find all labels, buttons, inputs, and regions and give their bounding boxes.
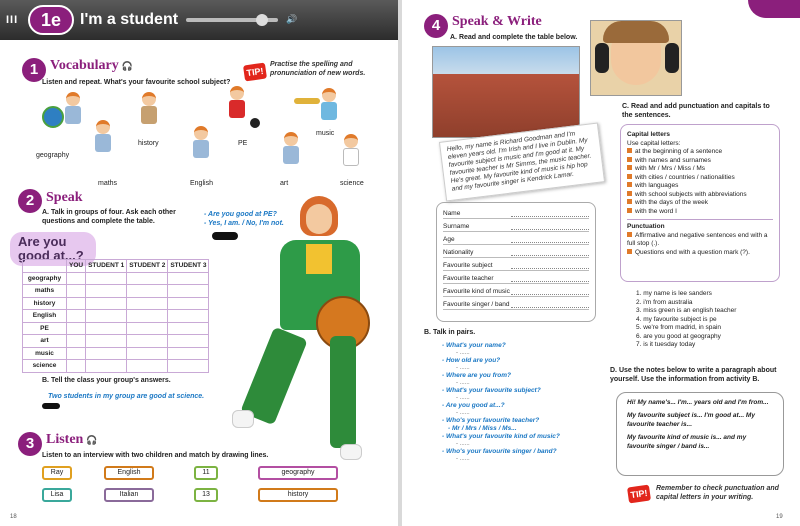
answer-cell[interactable]: [86, 347, 127, 360]
pair-question: - Where are you from?: [442, 372, 511, 379]
write-d-instruction: D. Use the notes below to write a paragraph about yourself. Use the information from activity B.: [610, 367, 777, 383]
girl-shirt: [306, 244, 332, 274]
pair-question: - Who's your favourite singer / band?: [442, 448, 557, 455]
student-figure: [62, 92, 84, 128]
answer-cell[interactable]: [168, 347, 209, 360]
info-form: [436, 202, 596, 322]
punctuation-title: Punctuation: [627, 223, 665, 230]
rule-text: with the word I: [635, 207, 677, 215]
subject-box: history: [258, 488, 338, 502]
page-number: 19: [776, 514, 783, 520]
answer-cell[interactable]: [86, 297, 127, 310]
answer-cell[interactable]: [127, 272, 168, 285]
tip-text: Remember to check punctuation and capital letters in your writing.: [656, 485, 779, 501]
pair-question: - How old are you?: [442, 357, 501, 364]
form-label: Name: [443, 210, 461, 217]
age-box: 11: [194, 466, 218, 480]
headphones-icon: 🎧: [121, 61, 133, 71]
form-line[interactable]: [511, 242, 589, 243]
student-figure: [280, 132, 302, 168]
answer-cell[interactable]: [168, 310, 209, 323]
form-row: [443, 206, 589, 219]
answer-cell[interactable]: [127, 347, 168, 360]
rule-text: with names and surnames: [635, 156, 711, 164]
practice-sentence: 4. my favourite subject is pe: [636, 315, 717, 323]
globe-icon: [42, 106, 64, 128]
section-number: 4: [424, 14, 448, 38]
unit-badge: 1e: [28, 5, 74, 35]
vocab-label: maths: [98, 180, 118, 187]
rule-text: with school subjects with abbreviations: [635, 190, 747, 198]
boy-photo: [590, 20, 682, 96]
rule-item: [627, 182, 773, 191]
student-figure: [340, 134, 362, 170]
subject-cell: music: [23, 347, 67, 360]
rule-text: with Mr / Mrs / Miss / Ms: [635, 165, 706, 172]
form-label: Nationality: [443, 249, 474, 256]
listen-heading: [46, 432, 98, 448]
table-row: [23, 310, 209, 323]
subject-cell: art: [23, 335, 67, 348]
form-label: Age: [443, 236, 455, 243]
practice-sentence: 6. are you good at geography: [636, 332, 721, 340]
answer-line: - ......: [456, 410, 470, 416]
answer-cell[interactable]: [127, 297, 168, 310]
sentence-list: [636, 290, 786, 350]
tip-text: Practise the spelling and pronunciation of new words.: [270, 61, 366, 77]
practice-sentence: 3. miss green is an english teacher: [636, 307, 737, 314]
answer-line: - ......: [456, 350, 470, 356]
letter-card: Hello, my name is Richard Goodman and I'm eleven years old. I'm Irish and I live in Dublin. My favourite subject is music and I'm good at it. My favourite teacher is Mr Simms, the music teacher. He's great. My favourite kind of music is hip hop and my favourite singer is Kendrick Lamar.: [439, 122, 605, 201]
answer-cell[interactable]: [168, 297, 209, 310]
girl-leg-right: [330, 336, 356, 448]
vocabulary-heading: [50, 58, 133, 74]
headphones-icon: 🎧: [86, 435, 98, 445]
write-a-instruction: A. Read and complete the table below.: [450, 34, 578, 41]
answer-cell[interactable]: [67, 297, 86, 310]
sub-answer: - Mr / Mrs / Miss / Ms...: [448, 425, 517, 432]
rule-item: [627, 208, 773, 217]
answer-cell[interactable]: [67, 310, 86, 323]
trumpet-icon: [294, 98, 320, 104]
student-figure: [138, 92, 160, 128]
table-row: [23, 285, 209, 298]
answer-line: - ......: [456, 441, 470, 447]
rule-item: [627, 199, 773, 208]
page-number: 18: [10, 514, 17, 520]
sneaker: [232, 410, 254, 428]
subject-cell: history: [23, 297, 67, 310]
rule-item: [627, 148, 773, 157]
section-title: Speak & Write: [452, 14, 542, 29]
table-row: [23, 347, 209, 360]
pair-question: - What's your favourite subject?: [442, 387, 541, 394]
table-corner: [23, 260, 67, 273]
answer-cell[interactable]: [86, 310, 127, 323]
practice-sentence: 1. my name is lee sanders: [636, 290, 712, 297]
rule-text: Questions end with a question mark (?).: [635, 248, 750, 256]
vocab-label: history: [138, 140, 159, 147]
write-b-instruction: B. Talk in pairs.: [424, 329, 476, 336]
answer-cell[interactable]: [127, 360, 168, 373]
rule-item: [627, 249, 773, 258]
nationality-box: English: [104, 466, 154, 480]
question-list: [442, 342, 592, 463]
name-box: Ray: [42, 466, 72, 480]
subject-cell: geography: [23, 272, 67, 285]
answer-cell[interactable]: [168, 335, 209, 348]
form-row: [443, 219, 589, 232]
rule-text: with the days of the week: [635, 199, 708, 206]
form-row: [443, 297, 589, 310]
pair-question: - Who's your favourite teacher?: [442, 417, 540, 424]
section-title: Speak: [46, 190, 83, 205]
answer-cell[interactable]: [168, 285, 209, 298]
name-box: Lisa: [42, 488, 72, 502]
vocab-label: English: [190, 180, 213, 187]
answer-cell[interactable]: [127, 322, 168, 335]
answer-line: - ......: [456, 365, 470, 371]
ball-icon: [250, 118, 260, 128]
rule-item: [627, 174, 773, 183]
section-number: 1: [22, 58, 46, 82]
table-header: STUDENT 1: [86, 260, 127, 273]
answer-cell[interactable]: [127, 335, 168, 348]
vocab-label: PE: [238, 140, 248, 147]
form-line[interactable]: [511, 268, 589, 269]
corner-decoration: [748, 0, 800, 18]
answer-cell[interactable]: [67, 322, 86, 335]
answer-line: - ......: [456, 456, 470, 462]
sneaker: [340, 444, 362, 460]
survey-table: [22, 259, 209, 373]
tip-badge: TIP!: [243, 63, 267, 82]
practice-sentence: 5. we're from madrid, in spain: [636, 324, 722, 331]
note-line: My favourite kind of music is... and my favourite singer / band is...: [627, 434, 747, 450]
write-c-instruction: C. Read and add punctuation and capitals to the sentences.: [622, 103, 770, 119]
subject-box: geography: [258, 466, 338, 480]
form-label: Favourite kind of music: [443, 288, 510, 295]
table-row: [23, 360, 209, 373]
form-row: [443, 271, 589, 284]
subject-cell: English: [23, 310, 67, 323]
answer-cell[interactable]: [86, 322, 127, 335]
answer-cell[interactable]: [67, 285, 86, 298]
speech-tail: [212, 232, 238, 240]
form-line[interactable]: [511, 229, 589, 230]
rule-text: Affirmative and negative sentences end with a full stop (.).: [627, 231, 768, 247]
answer-cell[interactable]: [67, 335, 86, 348]
answer-cell[interactable]: [86, 272, 127, 285]
form-line[interactable]: [511, 307, 589, 308]
table-row: [23, 272, 209, 285]
vocab-label: art: [280, 180, 289, 187]
form-row: [443, 232, 589, 245]
section-number: 2: [18, 189, 42, 213]
pair-question: - What's your favourite kind of music?: [442, 433, 560, 440]
answer-cell[interactable]: [86, 335, 127, 348]
rules-divider: [627, 219, 773, 220]
section-title: Vocabulary: [50, 58, 119, 73]
rules-intro: Use capital letters:: [627, 139, 681, 147]
student-figure: [92, 120, 114, 156]
rule-item: [627, 191, 773, 200]
form-line[interactable]: [511, 281, 589, 282]
table-row: [23, 322, 209, 335]
audio-slider: [186, 18, 278, 22]
rule-text: at the beginning of a sentence: [635, 148, 723, 155]
right-page: [402, 0, 800, 526]
rule-text: with languages: [635, 182, 679, 189]
rule-item: [627, 165, 773, 174]
girl-face: [306, 204, 332, 234]
table-row: [23, 335, 209, 348]
table-row: [23, 297, 209, 310]
dublin-photo: [432, 46, 580, 138]
question-bubble: Are you good at...?: [10, 232, 96, 266]
pair-question: - Are you good at...?: [442, 402, 505, 409]
rule-text: with cities / countries / nationalities: [635, 173, 735, 181]
answer-cell[interactable]: [168, 322, 209, 335]
note-line: My favourite subject is... I'm good at... My favourite teacher is...: [627, 412, 755, 428]
subject-cell: maths: [23, 285, 67, 298]
speak-instruction: A. Talk in groups of four. Ask each other questions and complete the table.: [42, 209, 176, 225]
vocab-instruction: Listen and repeat. What's your favourite school subject?: [42, 79, 231, 86]
form-label: Surname: [443, 223, 470, 230]
age-box: 13: [194, 488, 218, 502]
dialog-line: - Yes, I am. / No, I'm not.: [204, 220, 284, 227]
section-title: Listen: [46, 432, 84, 447]
answer-cell[interactable]: [168, 360, 209, 373]
rule-item: [627, 232, 773, 249]
student-figure: [226, 86, 248, 122]
tip-badge: TIP!: [627, 485, 651, 504]
note-line: Hi! My name's... I'm... years old and I'm from...: [627, 399, 769, 406]
vocab-label: music: [316, 130, 335, 137]
form-label: Favourite teacher: [443, 275, 494, 282]
answer-line: - ......: [456, 380, 470, 386]
answer-cell[interactable]: [67, 360, 86, 373]
left-page: [0, 0, 398, 526]
form-row: [443, 258, 589, 271]
form-row: [443, 245, 589, 258]
nationality-box: Italian: [104, 488, 154, 502]
pair-question: - What's your name?: [442, 342, 506, 349]
table-header: STUDENT 3: [168, 260, 209, 273]
header-bars: III: [6, 14, 19, 26]
rule-item: [627, 157, 773, 166]
rules-title: Capital letters: [627, 131, 670, 138]
answer-cell[interactable]: [168, 272, 209, 285]
form-label: Favourite singer / band: [443, 301, 510, 308]
form-label: Favourite subject: [443, 262, 493, 269]
unit-title: I'm a student: [80, 11, 179, 28]
answer-cell[interactable]: [127, 310, 168, 323]
vocab-label: geography: [36, 152, 70, 159]
section-number: 3: [18, 432, 42, 456]
subject-cell: PE: [23, 322, 67, 335]
form-line[interactable]: [511, 294, 589, 295]
student-figure: [318, 88, 340, 124]
form-row: [443, 284, 589, 297]
answer-cell[interactable]: [67, 272, 86, 285]
practice-sentence: 7. is it tuesday today: [636, 341, 696, 348]
form-line[interactable]: [511, 255, 589, 256]
table-header: YOU: [67, 260, 86, 273]
subject-cell: science: [23, 360, 67, 373]
answer-line: - ......: [456, 395, 470, 401]
example-sentence: Two students in my group are good at science.: [48, 393, 205, 400]
answer-cell[interactable]: [86, 360, 127, 373]
speak-b-instruction: B. Tell the class your group's answers.: [42, 377, 171, 384]
table-header: STUDENT 2: [127, 260, 168, 273]
form-line[interactable]: [511, 216, 589, 217]
answer-cell[interactable]: [67, 347, 86, 360]
speech-tail: [42, 403, 60, 409]
student-figure: [190, 126, 212, 162]
answer-cell[interactable]: [127, 285, 168, 298]
rules-box: [620, 124, 780, 282]
speaker-icon: 🔊: [286, 14, 298, 24]
listen-instruction: Listen to an interview with two children and match by drawing lines.: [42, 452, 269, 459]
notes-box: [616, 392, 784, 476]
answer-cell[interactable]: [86, 285, 127, 298]
practice-sentence: 2. i'm from australia: [636, 298, 693, 306]
vocab-label: science: [340, 180, 364, 187]
dialog-line: - Are you good at PE?: [204, 211, 277, 218]
